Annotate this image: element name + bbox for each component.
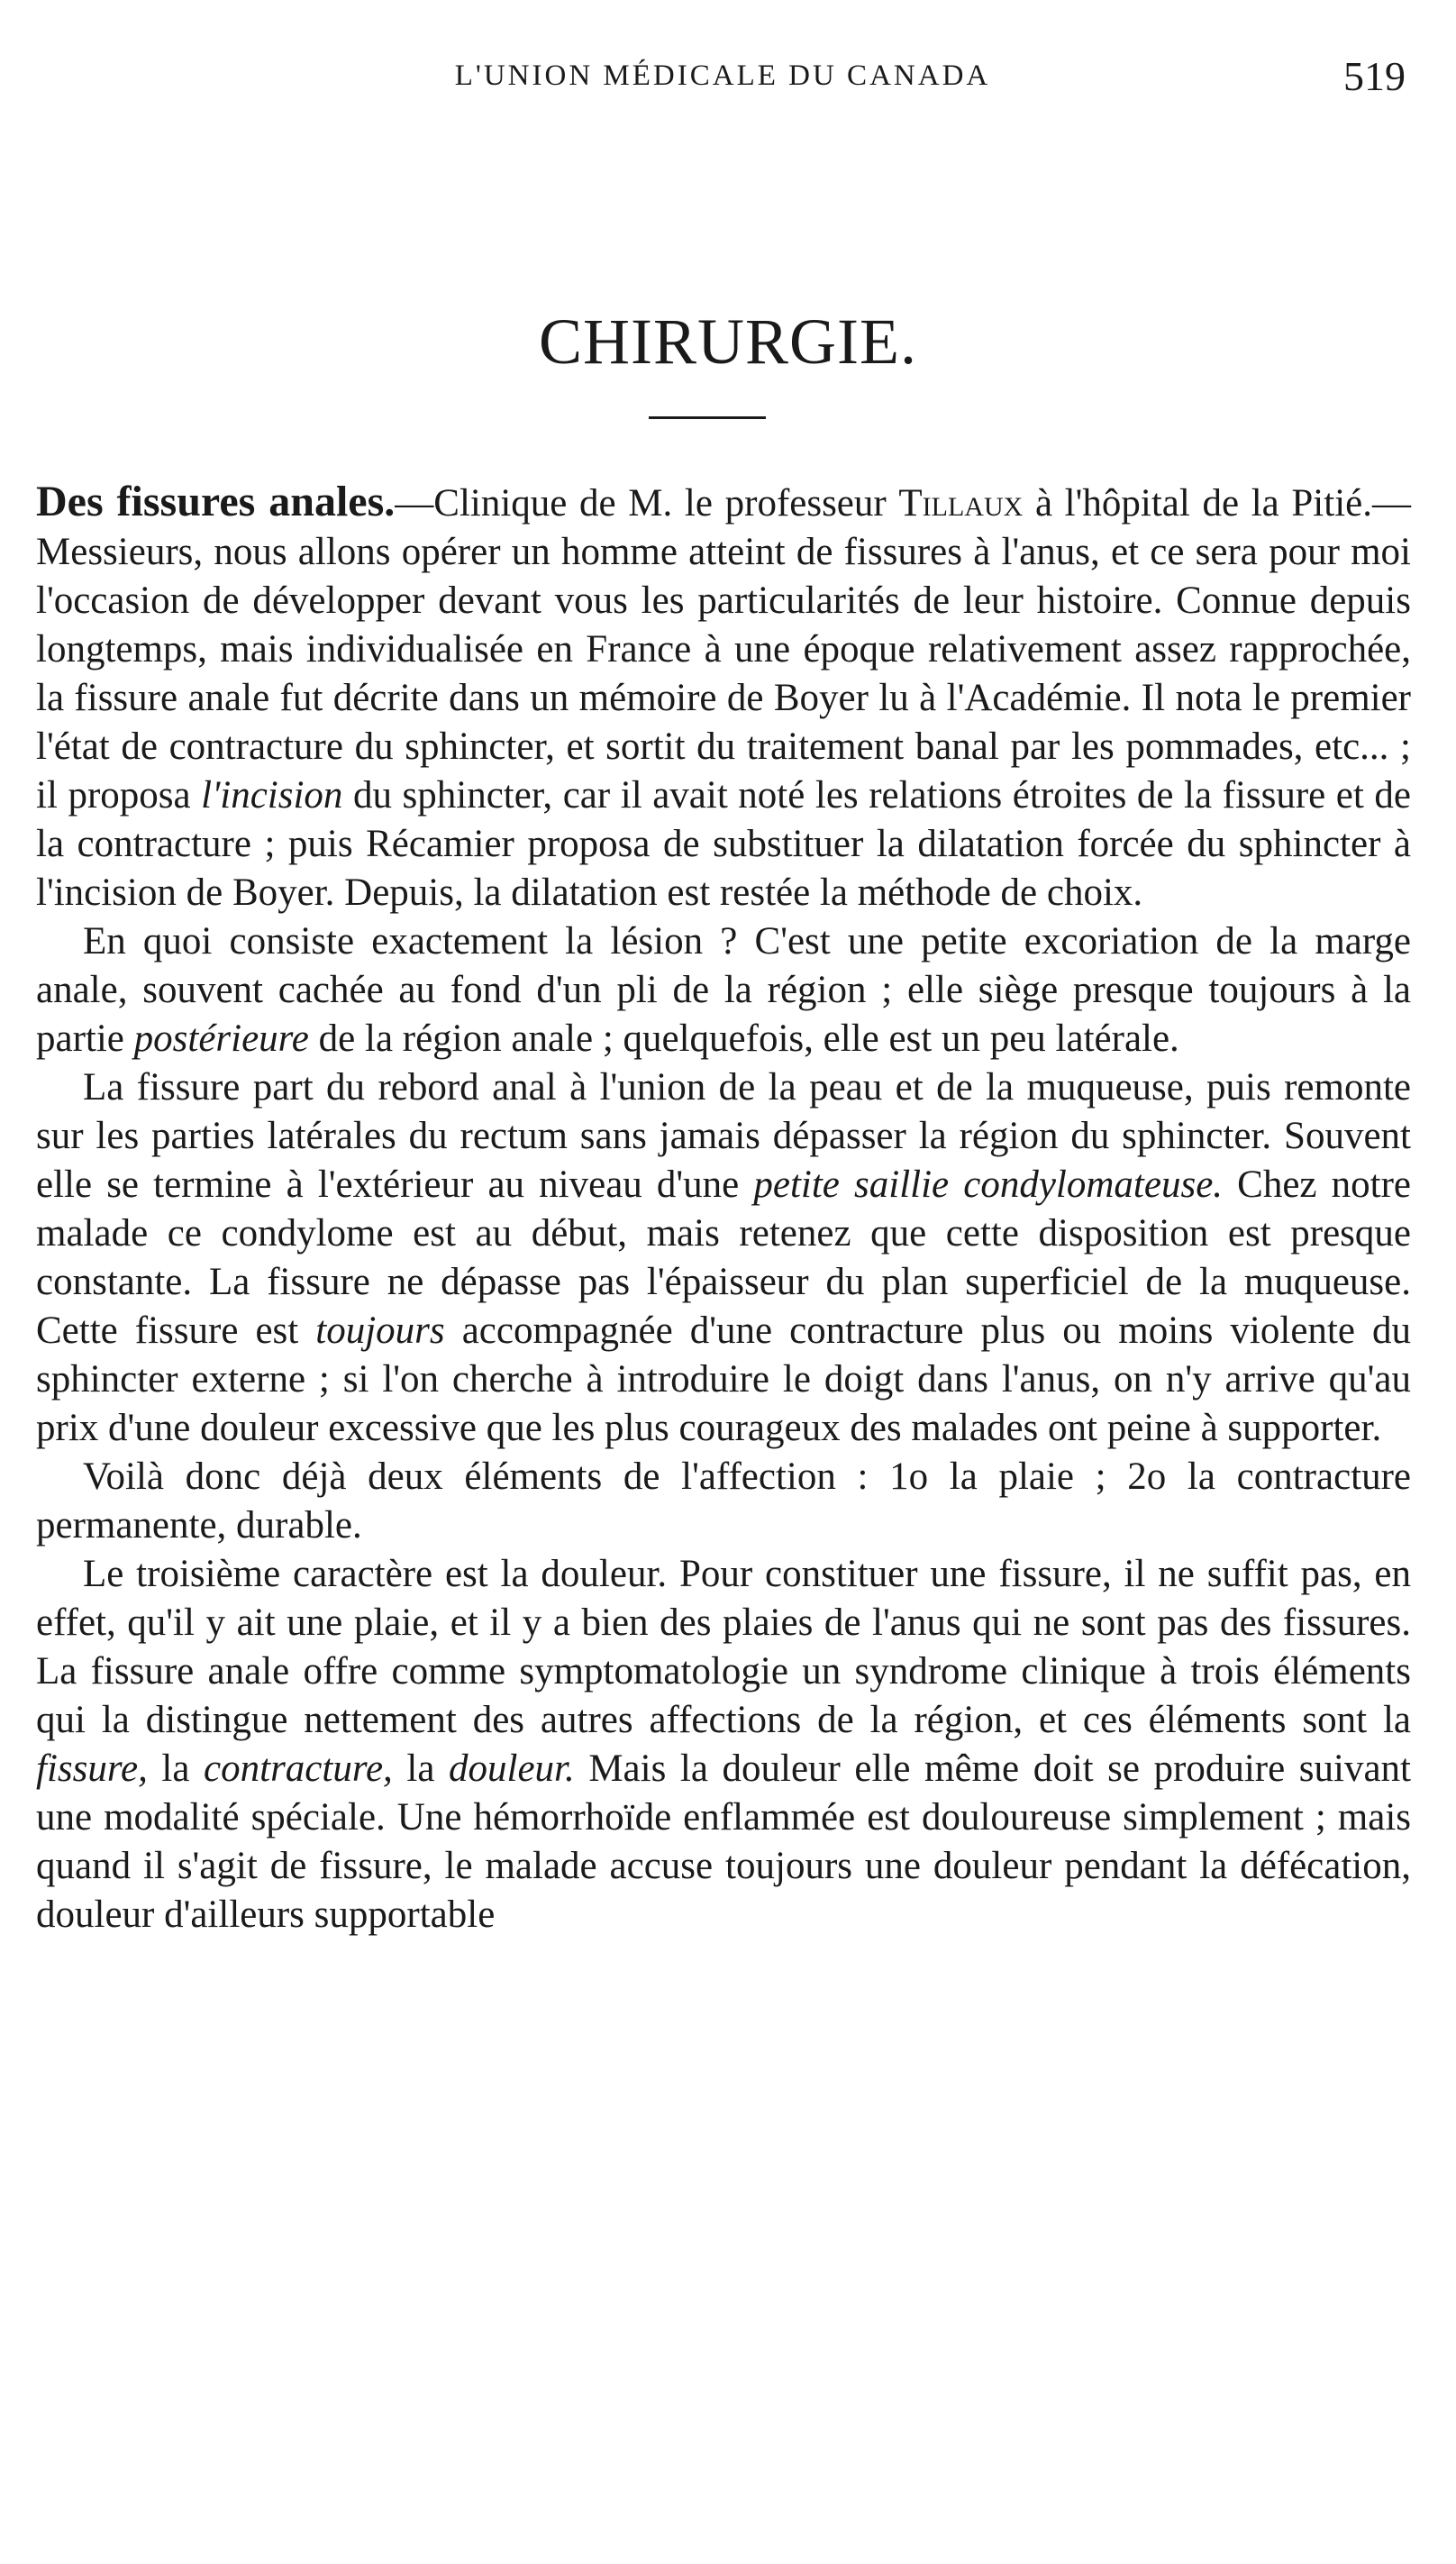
- text-run: Voilà donc déjà deux éléments de l'affection : 1o la plaie ; 2o la contracture permanente, durable.: [36, 1455, 1411, 1547]
- emphasis: toujours: [315, 1309, 445, 1352]
- author-name: Tillaux: [898, 482, 1024, 525]
- text-run: de la région anale ; quelquefois, elle est un peu latérale.: [308, 1017, 1179, 1060]
- running-head: [40, 52, 1406, 106]
- emphasis: l'incision: [201, 774, 343, 817]
- paragraph-5: [36, 1550, 1411, 1939]
- article-run-in-title: Des fissures anales.: [36, 478, 396, 525]
- paragraph-3: [36, 1063, 1411, 1453]
- journal-title: L'UNION MÉDICALE DU CANADA: [454, 59, 991, 92]
- text-run: En quoi consiste exactement la lésion ? C'est une petite excoriation de la marge anale, souvent cachée au fond d'un pli de la région ; elle siège presque toujours à la partie: [36, 920, 1411, 1060]
- text-run: la: [392, 1747, 449, 1790]
- emphasis: postérieure: [133, 1017, 309, 1060]
- section-divider: [649, 416, 766, 419]
- article-body: [36, 478, 1411, 1939]
- paragraph-4: [36, 1453, 1411, 1550]
- text-run: —Clinique de M. le professeur: [395, 482, 899, 525]
- text-run: La fissure part du rebord anal à l'union de la peau et de la muqueuse, puis remonte sur les parties latérales du rectum sans jamais dépasser la région du sphincter. Souvent elle se termine à l'extérieur au niveau d'une: [36, 1066, 1411, 1206]
- paragraph-1: [36, 478, 1411, 917]
- page-number: 519: [1343, 53, 1406, 99]
- emphasis: douleur.: [449, 1747, 575, 1790]
- paragraph-2: [36, 917, 1411, 1063]
- text-run: Mais la douleur elle même doit se produire suivant une modalité spéciale. Une hémorrhoïde enflammée est douloureuse simplement ; mais quand il s'agit de fissure, le malade accuse toujours une douleur pendant la défécation, douleur d'ailleurs supportable: [36, 1747, 1411, 1936]
- text-run: la: [147, 1747, 205, 1790]
- text-run: Chez notre malade ce condylome est au début, mais retenez que cette disposition est presque constante. La fissure ne dépasse pas l'épaisseur du plan superficiel de la muqueuse. Cette fissure est: [36, 1163, 1411, 1352]
- emphasis: contracture,: [204, 1747, 393, 1790]
- emphasis: fissure,: [36, 1747, 148, 1790]
- text-run: du sphincter, car il avait noté les relations étroites de la fissure et de la contracture ; puis Récamier proposa de substituer la dilatation forcée du sphincter à l'incision de Boyer. Depuis, la dilatation est restée la méthode de choix.: [36, 774, 1411, 914]
- emphasis: petite saillie condylomateuse.: [753, 1163, 1224, 1206]
- section-title: CHIRURGIE.: [539, 306, 917, 379]
- text-run: accompagnée d'une contracture plus ou moins violente du sphincter externe ; si l'on cherche à introduire le doigt dans l'anus, on n'y arrive qu'au prix d'une douleur excessive que les plus courageux des malades ont peine à supporter.: [36, 1309, 1411, 1449]
- text-run: à l'hôpital de la Pitié.—Messieurs, nous allons opérer un homme atteint de fissures à l'anus, et ce sera pour moi l'occasion de développer devant vous les particularités de leur histoire. Connue depuis longtemps, mais individualisée en France à une époque relativement assez rapprochée, la fissure anale fut décrite dans un mémoire de Boyer lu à l'Académie. Il nota le premier l'état de contracture du sphincter, et sortit du traitement banal par les pommades, etc... ; il proposa: [36, 482, 1411, 817]
- text-run: Le troisième caractère est la douleur. Pour constituer une fissure, il ne suffit pas, en effet, qu'il y ait une plaie, et il y a bien des plaies de l'anus qui ne sont pas des fissures. La fissure anale offre comme symptomatologie un syndrome clinique à trois éléments qui la distingue nettement des autres affections de la région, et ces éléments sont la: [36, 1553, 1411, 1741]
